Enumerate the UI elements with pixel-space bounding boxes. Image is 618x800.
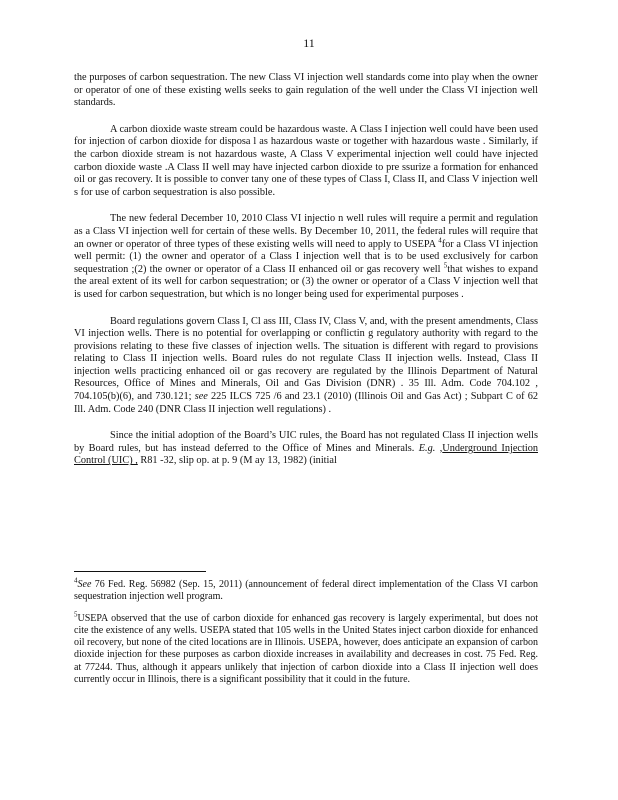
- footnote-4-marker: 4: [438, 236, 442, 245]
- footnote-4: [74, 576, 538, 604]
- eg-separator: ,: [435, 442, 443, 454]
- footnote-5: [74, 610, 539, 687]
- page-number: 11: [303, 36, 315, 50]
- paragraph-4-text-a: Board regulations govern Class I, Cl ass III, Class IV, Class V, and, with the present amendments, Class VI injection wells. There is no potential for overlapping or conflictin g regulatory authority with regard to the provisions relating to these five classes of injection wells. The situation is different with regard to provisions relating to Class II injection wells. Board rules do not regulate Class II injection wells. Instead, Class II injection wells practicing enhanced oil or gas recovery are regulated by the Illinois Department of Natural Resources, Office of Mines and Minerals, Oil and Gas Division (DNR) . 35 Ill. Adm. Code 704.102 , 704.105(b)(6), and 730.121;: [74, 315, 538, 403]
- footnotes: [74, 576, 539, 695]
- footnote-separator: [74, 571, 206, 572]
- paragraph-5-text: Since the initial adoption of the Board’s UIC rules, the Board has not regulated Class II injection wells by Board rules, but has instead deferred to the Office of Mines and Minerals.: [74, 430, 538, 454]
- paragraph-4-text-b: 225 ILCS 725 /6 and 23.1 (2010) (Illinois Oil and Gas Act) ; Subpart C of 62 Ill. Adm. Code 240 (DNR Class II injection well regulations) .: [74, 391, 538, 415]
- eg-signal: E.g.: [418, 442, 436, 454]
- paragraph-5: [74, 430, 538, 468]
- paragraph-3: [74, 213, 538, 301]
- paragraph-2: A carbon dioxide waste stream could be hazardous waste. A Class I injection well could have been used for injection of carbon dioxide for disposa l as hazardous waste or together with hazardous waste . Similarly, if the carbon dioxide stream is not hazardous waste, A Class V experimental injection well could have injected carbon dioxide waste .A Class II well may have injected carbon dioxide to pre ssurize a formation for enhanced oil or gas recovery. It is possible to conver tany one of these types of Class I, Class II, and Class V injection well s for use of carbon sequestration is also possible.: [74, 123, 538, 198]
- footnote-5-number: 5: [74, 610, 78, 619]
- paragraph-4: [74, 316, 538, 417]
- footnote-5-text: USEPA observed that the use of carbon dioxide for enhanced gas recovery is largely experimental, but does not cite the existence of any wells. USEPA stated that 105 wells in the United States inject carbon dioxide for enhanced oil recovery, but none of the cited locations are in Illinois. USEPA, however, does anticipate an expansion of carbon dioxide injection for these purposes as carbon dioxide increases in availability and decreases in cost. 75 Fed. Reg. at 77244. Thus, although it appears unlikely that injection of carbon dioxide into a Class II injection well does currently occur in Illinois, there is a significant possibility that it could in the future.: [74, 612, 539, 686]
- case-name: Underground Injection Control (UIC) ,: [74, 442, 538, 467]
- footnote-5-marker: 5: [443, 261, 448, 270]
- footnote-4-see: See: [77, 579, 92, 590]
- paragraph-3-text-c: that wishes to expand the areal extent of its well for carbon sequestration; or (3) the owner or operator of a Class V injection well that is used for carbon sequestration, but which is no longer being used for experimental purposes .: [74, 263, 538, 300]
- paragraph-1: the purposes of carbon sequestration. The new Class VI injection well standards come into play when the owner or operator of one of these existing wells seeks to gain regulation of the well under the Class VI injection well standards.: [74, 72, 538, 109]
- footnote-4-number: 4: [74, 576, 78, 585]
- body-text: [74, 72, 538, 482]
- see-signal: see: [194, 391, 208, 403]
- footnote-4-text: 76 Fed. Reg. 56982 (Sep. 15, 2011) (announcement of federal direct implementation of the Class VI carbon sequestration injection well program.: [74, 579, 538, 603]
- paragraph-3-text-a: The new federal December 10, 2010 Class VI injectio n well rules will require a permit and regulation as a Class VI injection well for certain of these wells. By December 10, 2011, the federal rules will require that an owner or operator of three types of these existing wells will need to apply to USEPA: [74, 213, 538, 250]
- paragraph-3-text-b: for a Class VI injection well permit: (1) the owner and operator of a Class I injection well that is to be used exclusively for carbon sequestration ;(2) the owner or operator of a Class II enhanced oil or gas recovery well: [74, 238, 538, 275]
- case-citation: R81 -32, slip op. at p. 9 (M ay 13, 1982) (initial: [137, 455, 337, 467]
